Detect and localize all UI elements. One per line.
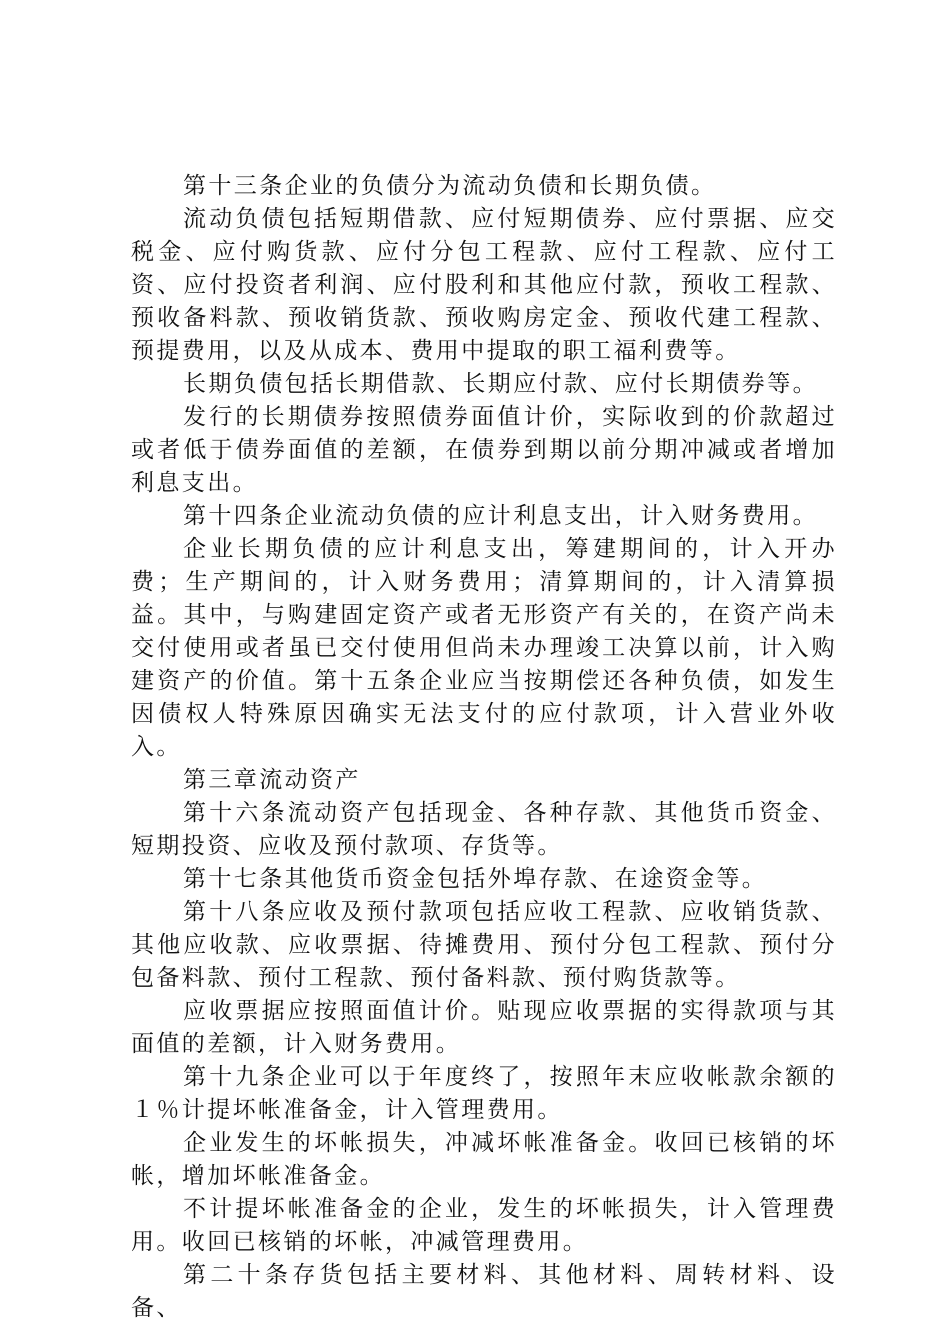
paragraph: 第十七条其他货币资金包括外埠存款、在途资金等。 (183, 866, 768, 892)
paragraph: 第十九条企业可以于年度终了，按照年末应收帐款余额的１％计提坏帐准备金，计入管理费用。 (131, 1064, 837, 1123)
paragraph: 长期负债包括长期借款、长期应付款、应付长期债券等。 (183, 371, 818, 397)
paragraph: 企业长期负债的应计利息支出，筹建期间的，计入开办费；生产期间的，计入财务费用；清算期间的，计入清算损益。其中，与购建固定资产或者无形资产有关的，在资产尚未交付使用或者虽已交付使用但尚未办理竣工决算以前，计入购建资产的价值。第十五条企业应当按期偿还各种负债，如发生因债权人特殊原因确实无法支付的应付款项，计入营业外收入。 (131, 536, 837, 760)
paragraph: 第十三条企业的负债分为流动负债和长期负债。 (183, 173, 717, 199)
chapter-heading: 第三章流动资产 (183, 767, 361, 793)
paragraph: 第十六条流动资产包括现金、各种存款、其他货币资金、短期投资、应收及预付款项、存货等。 (131, 800, 837, 859)
paragraph: 应收票据应按照面值计价。贴现应收票据的实得款项与其面值的差额，计入财务费用。 (131, 998, 837, 1057)
paragraph: 流动负债包括短期借款、应付短期债券、应付票据、应交税金、应付购货款、应付分包工程款、应付工程款、应付工资、应付投资者利润、应付股利和其他应付款，预收工程款、预收备料款、预收销货款、预收购房定金、预收代建工程款、预提费用，以及从成本、费用中提取的职工福利费等。 (131, 206, 837, 364)
paragraph: 发行的长期债券按照债券面值计价，实际收到的价款超过或者低于债券面值的差额，在债券到期以前分期冲减或者增加利息支出。 (131, 404, 837, 496)
paragraph: 第十八条应收及预付款项包括应收工程款、应收销货款、其他应收款、应收票据、待摊费用、预付分包工程款、预付分包备料款、预付工程款、预付备料款、预付购货款等。 (131, 899, 837, 991)
paragraph: 企业发生的坏帐损失，冲减坏帐准备金。收回已核销的坏帐，增加坏帐准备金。 (131, 1130, 837, 1189)
document-body (131, 170, 837, 1325)
paragraph: 不计提坏帐准备金的企业，发生的坏帐损失，计入管理费用。收回已核销的坏帐，冲减管理费用。 (131, 1196, 837, 1255)
paragraph: 第二十条存货包括主要材料、其他材料、周转材料、设备、 (131, 1262, 837, 1321)
paragraph: 第十四条企业流动负债的应计利息支出，计入财务费用。 (183, 503, 818, 529)
